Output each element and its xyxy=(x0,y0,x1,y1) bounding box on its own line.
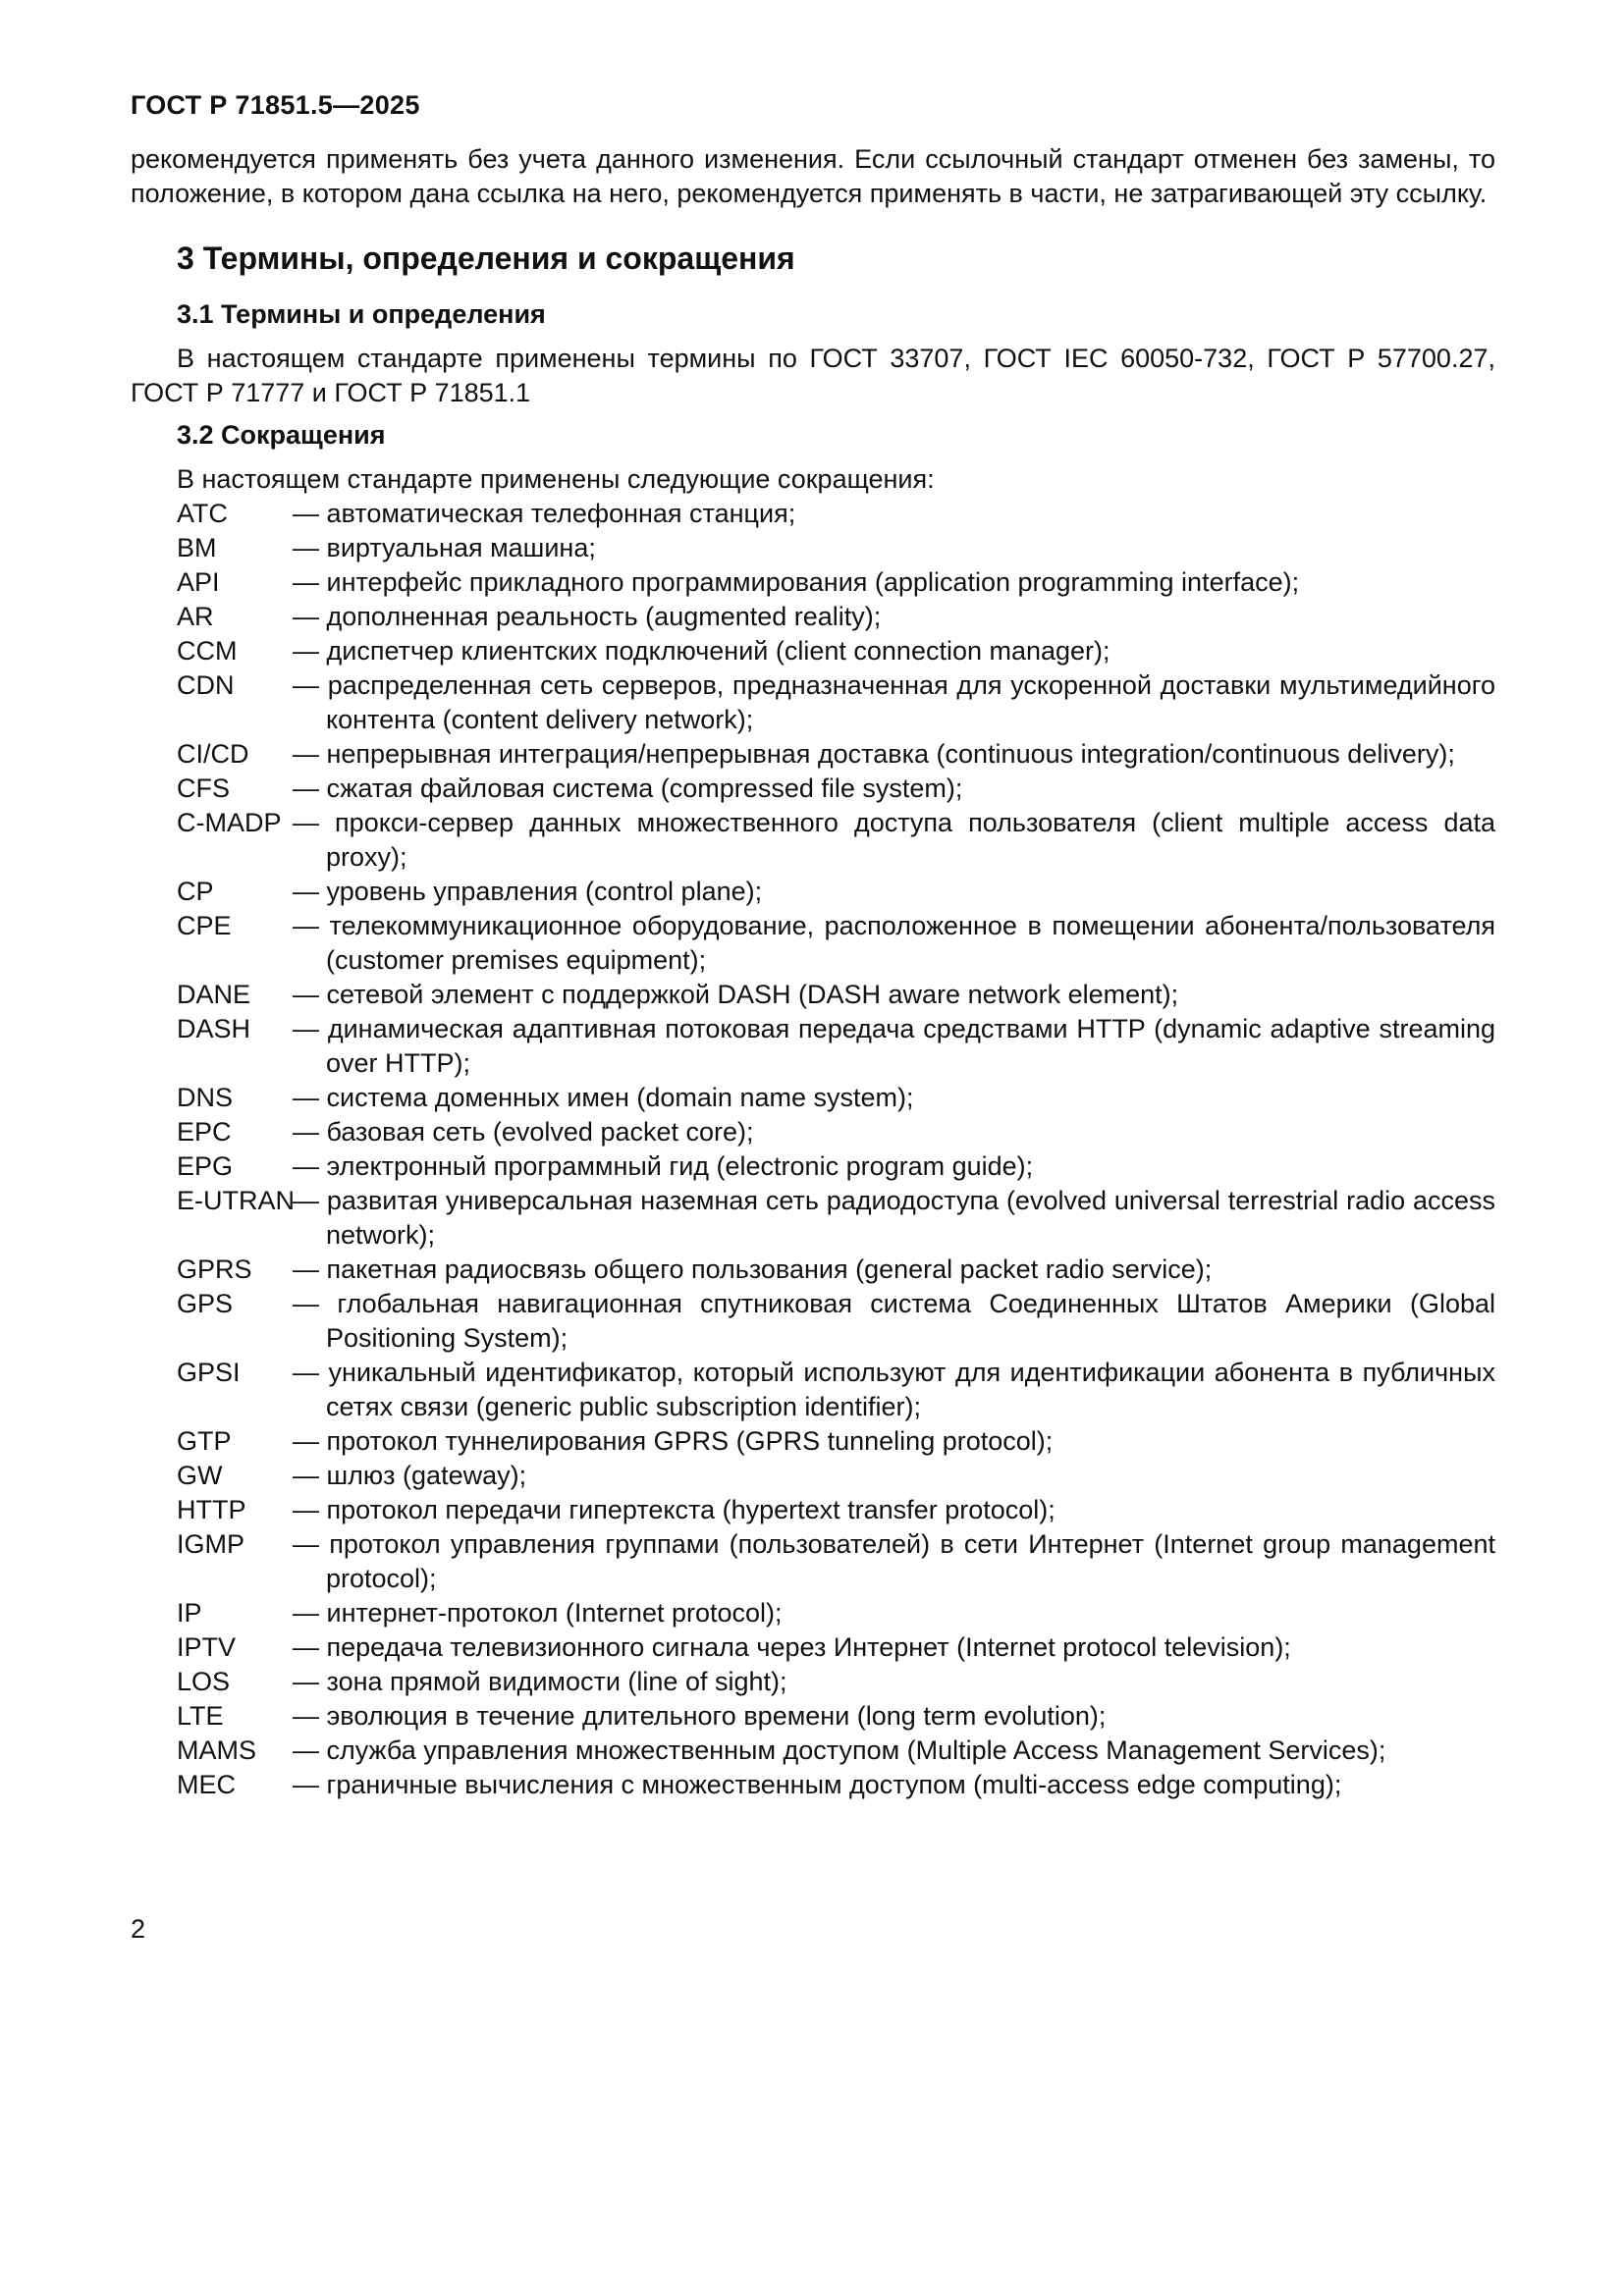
abbr-row xyxy=(131,1012,1495,1081)
abbr-row xyxy=(131,1459,1495,1493)
abbr-definition: — телекоммуникационное оборудование, расположенное в помещении абонента/пользователя (customer premises equipment); xyxy=(293,911,1495,975)
abbr-row xyxy=(131,1630,1495,1665)
abbr-row xyxy=(131,1149,1495,1184)
abbr-definition: — граничные вычисления с множественным доступом (multi-access edge computing); xyxy=(293,1770,1342,1799)
abbr-row xyxy=(131,668,1495,737)
abbr-definition: — сжатая файловая система (compressed file system); xyxy=(293,774,963,803)
abbr-term: API xyxy=(177,567,220,597)
abbr-term: ВМ xyxy=(177,533,217,562)
abbr-term: E-UTRAN xyxy=(177,1186,295,1215)
section-3-heading: 3 Термины, определения и сокращения xyxy=(177,240,795,276)
abbr-row xyxy=(131,634,1495,668)
abbr-row xyxy=(131,1699,1495,1734)
abbr-definition: — развитая универсальная наземная сеть радиодоступа (evolved universal terrestrial radio access network); xyxy=(293,1186,1495,1250)
abbr-row xyxy=(131,1665,1495,1699)
abbr-row xyxy=(131,1424,1495,1459)
abbr-row xyxy=(131,1768,1495,1802)
abbr-term: GPSI xyxy=(177,1358,241,1387)
abbr-term: CI/CD xyxy=(177,739,249,769)
abbr-definition: — пакетная радиосвязь общего пользования (general packet radio service); xyxy=(293,1255,1213,1284)
abbr-row xyxy=(131,1287,1495,1356)
abbr-definition: — непрерывная интеграция/непрерывная доставка (continuous integration/continuous delivery); xyxy=(293,739,1455,769)
abbr-row xyxy=(131,1115,1495,1149)
abbr-term: GPRS xyxy=(177,1255,252,1284)
subsection-3-2-heading: 3.2 Сокращения xyxy=(177,420,386,450)
abbreviations-list xyxy=(131,497,1495,1802)
abbr-definition: — эволюция в течение длительного времени (long term evolution); xyxy=(293,1701,1107,1731)
abbr-definition: — прокси-сервер данных множественного доступа пользователя (client multiple access data proxy); xyxy=(293,808,1495,872)
page-number: 2 xyxy=(131,1914,146,1944)
abbr-term: IPTV xyxy=(177,1632,237,1662)
abbr-term: EPG xyxy=(177,1151,234,1181)
abbr-definition: — интерфейс прикладного программирования (application programming interface); xyxy=(293,567,1300,597)
abbreviations-intro: В настоящем стандарте применены следующие сокращения: xyxy=(177,464,935,494)
abbr-term: CP xyxy=(177,877,214,906)
abbr-row xyxy=(131,531,1495,565)
abbr-term: CDN xyxy=(177,670,235,700)
abbr-definition: — сетевой элемент с поддержкой DASH (DASH aware network element); xyxy=(293,980,1179,1009)
abbr-row xyxy=(131,1081,1495,1115)
abbr-definition: — шлюз (gateway); xyxy=(293,1461,527,1490)
abbr-term: MEC xyxy=(177,1770,236,1799)
abbr-term: LTE xyxy=(177,1701,224,1731)
abbr-definition: — протокол туннелирования GPRS (GPRS tunneling protocol); xyxy=(293,1426,1054,1456)
abbr-term: DANE xyxy=(177,980,251,1009)
abbr-definition: — протокол управления группами (пользователей) в сети Интернет (Internet group management protocol); xyxy=(293,1529,1495,1593)
abbr-row xyxy=(131,1493,1495,1527)
abbr-row xyxy=(131,1253,1495,1287)
doc-number: ГОСТ Р 71851.5—2025 xyxy=(131,90,420,120)
abbr-definition: — интернет-протокол (Internet protocol); xyxy=(293,1598,783,1628)
abbr-row xyxy=(131,565,1495,600)
abbr-term: IP xyxy=(177,1598,202,1628)
abbr-definition: — автоматическая телефонная станция; xyxy=(293,499,796,528)
abbr-row xyxy=(131,1527,1495,1596)
abbr-term: EPC xyxy=(177,1117,232,1147)
abbr-term: CPE xyxy=(177,911,232,940)
abbr-definition: — служба управления множественным доступом (Multiple Access Management Services); xyxy=(293,1735,1386,1765)
abbr-row xyxy=(131,806,1495,875)
abbr-row xyxy=(131,737,1495,772)
abbr-row xyxy=(131,978,1495,1012)
abbr-definition: — базовая сеть (evolved packet core); xyxy=(293,1117,754,1147)
abbr-term: GPS xyxy=(177,1289,234,1318)
abbr-term: LOS xyxy=(177,1667,231,1696)
abbr-row xyxy=(131,1734,1495,1768)
abbr-definition: — уровень управления (control plane); xyxy=(293,877,763,906)
abbr-definition: — электронный программный гид (electronic program guide); xyxy=(293,1151,1034,1181)
abbr-definition: — глобальная навигационная спутниковая система Соединенных Штатов Америки (Global Positioning System); xyxy=(293,1289,1495,1353)
terms-reference-paragraph: В настоящем стандарте применены термины по ГОСТ 33707, ГОСТ IEC 60050-732, ГОСТ Р 57700.27, ГОСТ Р 71777 и ГОСТ Р 71851.1 xyxy=(131,344,1495,407)
abbr-row xyxy=(131,1356,1495,1424)
abbr-term: CCM xyxy=(177,636,238,666)
abbr-term: CFS xyxy=(177,774,230,803)
abbr-row xyxy=(131,1596,1495,1630)
abbr-term: DASH xyxy=(177,1014,251,1043)
subsection-3-1-heading: 3.1 Термины и определения xyxy=(177,299,546,329)
abbr-row xyxy=(131,497,1495,531)
abbr-term: AR xyxy=(177,602,214,631)
abbr-term: GTP xyxy=(177,1426,232,1456)
abbr-definition: — диспетчер клиентских подключений (client connection manager); xyxy=(293,636,1110,666)
abbr-row xyxy=(131,1184,1495,1253)
abbr-definition: — система доменных имен (domain name system); xyxy=(293,1083,914,1112)
abbr-row xyxy=(131,600,1495,634)
abbr-row xyxy=(131,875,1495,909)
abbr-definition: — зона прямой видимости (line of sight); xyxy=(293,1667,787,1696)
abbr-row xyxy=(131,772,1495,806)
abbr-term: IGMP xyxy=(177,1529,245,1559)
abbr-definition: — уникальный идентификатор, который используют для идентификации абонента в публичных сетях связи (generic public subscription identifier); xyxy=(293,1358,1495,1421)
abbr-definition: — дополненная реальность (augmented reality); xyxy=(293,602,882,631)
abbr-definition: — протокол передачи гипертекста (hypertext transfer protocol); xyxy=(293,1495,1056,1524)
abbr-definition: — динамическая адаптивная потоковая передача средствами HTTP (dynamic adaptive streaming over HTTP); xyxy=(293,1014,1495,1078)
abbr-term: DNS xyxy=(177,1083,234,1112)
abbr-definition: — виртуальная машина; xyxy=(293,533,596,562)
continuation-paragraph: рекомендуется применять без учета данного изменения. Если ссылочный стандарт отменен без замены, то положение, в котором дана ссылка на него, рекомендуется применять в части, не затрагивающей эту ссылку. xyxy=(131,144,1495,208)
abbr-term: MAMS xyxy=(177,1735,256,1765)
abbr-row xyxy=(131,909,1495,978)
abbr-term: АТС xyxy=(177,499,228,528)
abbr-term: GW xyxy=(177,1461,223,1490)
abbr-definition: — распределенная сеть серверов, предназначенная для ускоренной доставки мультимедийного контента (content delivery network); xyxy=(293,670,1495,734)
abbr-term: C-MADP xyxy=(177,808,282,837)
abbr-term: HTTP xyxy=(177,1495,246,1524)
abbr-definition: — передача телевизионного сигнала через Интернет (Internet protocol television); xyxy=(293,1632,1291,1662)
